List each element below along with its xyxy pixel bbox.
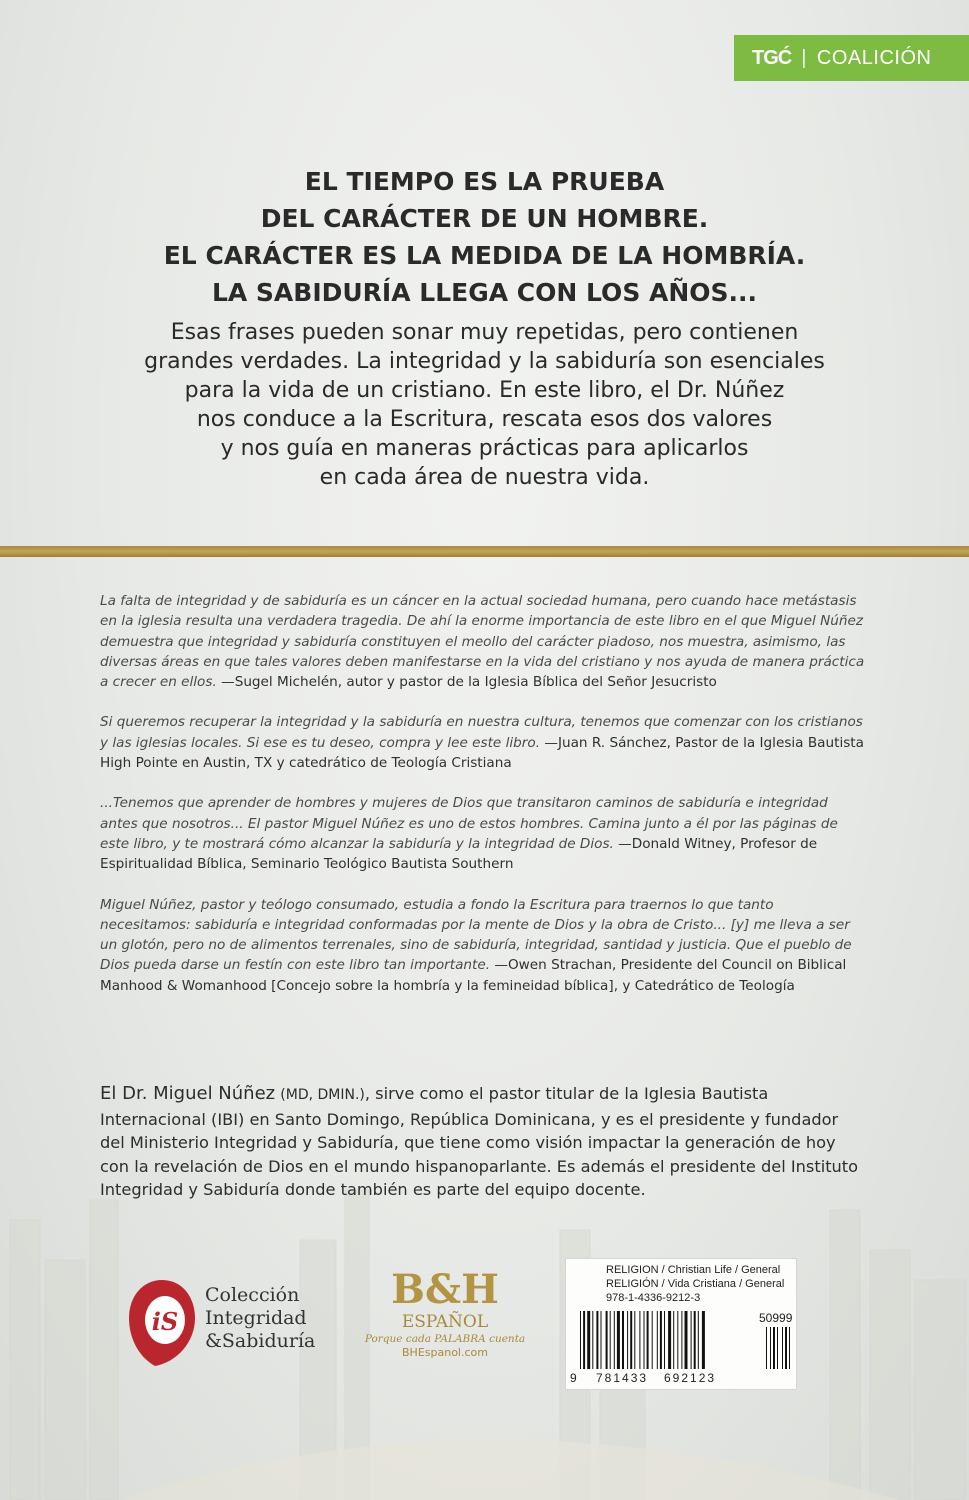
isbn-text: 978-1-4336-9212-3 bbox=[606, 1292, 701, 1304]
endorsement-quote: Miguel Núñez, pastor y teólogo consumado, estudia a fondo la Escritura para traernos lo que tanto necesitamos: sabiduría e integridad conformadas por la mente de Dios y la obra de Cristo... [y] me lleva a ser un glotón, pero no de alimentos terrenales, sino de sabiduría, integridad, santidad y justicia. Que el pueblo de Dios pueda darse un festín con este libro tan importante. bbox=[100, 896, 852, 974]
author-bio bbox=[100, 1082, 868, 1202]
barcode-bar bbox=[644, 1311, 645, 1369]
barcode-bar bbox=[691, 1311, 692, 1369]
collection-logo-text bbox=[205, 1284, 315, 1353]
intro-line: nos conduce a la Escritura, rescata esos dos valores bbox=[196, 407, 773, 432]
barcode-bar bbox=[614, 1311, 615, 1369]
barcode-digit-first: 9 bbox=[570, 1371, 577, 1385]
barcode-addon-bar bbox=[777, 1327, 778, 1369]
endorsement-quote: La falta de integridad y de sabiduría es un cáncer en la actual sociedad humana, pero cuando hace metástasis en la iglesia resulta una verdadera tragedia. De ahí la enorme importancia de este libro en el que Miguel Núñez demuestra que integridad y sabiduría constituyen el meollo del carácter piadoso, nos muestra, asimismo, las diversas áreas en que tales valores deben manifestarse en la vida del cristiano y nos ayuda de manera práctica a crecer en ellos. bbox=[100, 593, 865, 691]
endorsement-quote: ...Tenemos que aprender de hombres y mujeres de Dios que transitaron caminos de sabiduría e integridad antes que nosotros... El pastor Miguel Núñez es uno de estos hombres. Camina junto a él por las páginas de este libro, y te mostrará cómo alcanzar la sabiduría y la integridad de Dios. bbox=[100, 795, 838, 852]
gold-divider bbox=[0, 546, 969, 557]
barcode-addon-bar bbox=[766, 1327, 767, 1369]
barcode-bar bbox=[580, 1311, 581, 1369]
emblem-text: iS bbox=[151, 1307, 179, 1336]
barcode-bar bbox=[627, 1311, 628, 1369]
endorsements bbox=[100, 591, 868, 1016]
barcode-digits-left: 781433 bbox=[596, 1371, 649, 1385]
barcode-bar bbox=[652, 1311, 653, 1369]
collection-line: Colección bbox=[205, 1284, 300, 1306]
bh-tagline: Porque cada PALABRA cuenta bbox=[364, 1333, 526, 1345]
barcode-bar bbox=[694, 1311, 696, 1369]
price-code: 50999 bbox=[759, 1311, 793, 1325]
barcode-addon-bar bbox=[789, 1327, 790, 1369]
endorsement-attribution: —Sugel Michelén, autor y pastor de la Iglesia Bíblica del Señor Jesucristo bbox=[221, 674, 717, 691]
endorsement bbox=[100, 591, 868, 692]
barcode-bar bbox=[606, 1311, 608, 1369]
bh-label: ESPAÑOL bbox=[401, 1312, 489, 1332]
barcode-bar bbox=[677, 1311, 678, 1369]
author-credentials: (MD, DMIN.) bbox=[280, 1087, 365, 1103]
barcode-bar bbox=[664, 1311, 665, 1369]
endorsement-attribution: —Owen Strachan, Presidente del Council on Biblical Manhood & Womanhood [Concejo sobre la hombría y la femineidad bíblica], y Catedrático de Teología bbox=[100, 957, 847, 994]
tgc-logo: TGĆ bbox=[752, 46, 792, 69]
barcode-bar bbox=[610, 1311, 611, 1369]
bisac-line: RELIGION / Christian Life / General bbox=[606, 1264, 781, 1276]
barcode-bar bbox=[630, 1311, 632, 1369]
headline-line: LA SABIDURÍA LLEGA CON LOS AÑOS... bbox=[211, 278, 758, 307]
endorsement bbox=[100, 793, 868, 874]
intro-line: para la vida de un cristiano. En este libro, el Dr. Núñez bbox=[184, 378, 785, 403]
collection-line: Integridad bbox=[205, 1307, 307, 1329]
barcode-bar bbox=[622, 1311, 624, 1369]
author-bio-text: , sirve como el pastor titular de la Iglesia Bautista Internacional (IBI) en Santo Domingo, República Dominicana, y es el presidente y fundador del Ministerio Integridad y Sabiduría, que tiene como visión impactar la generación de hoy con la revelación de Dios en el mundo hispanoparlante. Es además el presidente del Instituto Integridad y Sabiduría donde también es parte del equipo docente. bbox=[100, 1084, 859, 1200]
barcode-addon-bar bbox=[782, 1327, 783, 1369]
collection-line: &Sabiduría bbox=[205, 1330, 316, 1352]
barcode-bar bbox=[592, 1311, 593, 1369]
intro-line: en cada área de nuestra vida. bbox=[319, 465, 650, 490]
barcode-digits-right: 692123 bbox=[664, 1371, 717, 1385]
author-name: El Dr. Miguel Núñez bbox=[100, 1083, 276, 1104]
headline bbox=[80, 163, 889, 311]
endorsement bbox=[100, 712, 868, 773]
collection-logo bbox=[125, 1276, 325, 1376]
barcode-bar bbox=[617, 1311, 620, 1369]
barcode-bar bbox=[660, 1311, 662, 1369]
barcode-bar bbox=[639, 1311, 640, 1369]
bh-url: BHEspanol.com bbox=[402, 1346, 488, 1359]
headline-line: EL TIEMPO ES LA PRUEBA bbox=[304, 167, 665, 196]
endorsement-quote: Si queremos recuperar la integridad y la sabiduría en nuestra cultura, tenemos que comenzar con los cristianos y las iglesias locales. Si ese es tu deseo, compra y lee este libro. bbox=[100, 714, 863, 751]
barcode-bar bbox=[657, 1311, 658, 1369]
badge-separator: | bbox=[801, 46, 807, 69]
intro-line: y nos guía en maneras prácticas para aplicarlos bbox=[220, 436, 749, 461]
barcode-bar bbox=[601, 1311, 602, 1369]
intro-line: Esas frases pueden sonar muy repetidas, pero contienen bbox=[170, 320, 799, 345]
bh-mark: B&H bbox=[391, 1266, 499, 1313]
bisac-line: RELIGIÓN / Vida Cristiana / General bbox=[606, 1278, 785, 1290]
publisher-badge bbox=[734, 35, 969, 81]
endorsement bbox=[100, 895, 868, 996]
barcode-bar bbox=[596, 1311, 598, 1369]
barcode-bar bbox=[673, 1311, 674, 1369]
headline-line: DEL CARÁCTER DE UN HOMBRE. bbox=[260, 204, 709, 233]
intro-paragraph bbox=[80, 318, 889, 492]
barcode-bar bbox=[647, 1311, 649, 1369]
intro-line: grandes verdades. La integridad y la sabiduría son esenciales bbox=[144, 349, 825, 374]
endorsement-attribution: —Juan R. Sánchez, Pastor de la Iglesia Bautista High Pointe en Austin, TX y catedrático de Teología Cristiana bbox=[100, 734, 864, 772]
barcode-panel bbox=[565, 1258, 797, 1390]
barcode-bar bbox=[702, 1311, 705, 1369]
barcode-bar bbox=[685, 1311, 688, 1369]
barcode-addon-bar bbox=[785, 1327, 787, 1369]
integridad-sabiduria-emblem-icon bbox=[125, 1276, 199, 1368]
endorsement-attribution: —Donald Witney, Profesor de Espiritualidad Bíblica, Seminario Teológico Bautista Southern bbox=[100, 835, 818, 873]
barcode-bar bbox=[634, 1311, 635, 1369]
barcode-bar bbox=[587, 1311, 590, 1369]
barcode-bar bbox=[698, 1311, 699, 1369]
barcode-bar bbox=[681, 1311, 682, 1369]
barcode-addon-bar bbox=[770, 1327, 771, 1369]
badge-label: COALICIÓN bbox=[816, 46, 932, 69]
headline-line: EL CARÁCTER ES LA MEDIDA DE LA HOMBRÍA. bbox=[163, 241, 806, 270]
barcode-bar bbox=[583, 1311, 585, 1369]
barcode-bar bbox=[668, 1311, 671, 1369]
bh-espanol-logo bbox=[355, 1268, 535, 1378]
barcode-addon-bar bbox=[773, 1327, 775, 1369]
